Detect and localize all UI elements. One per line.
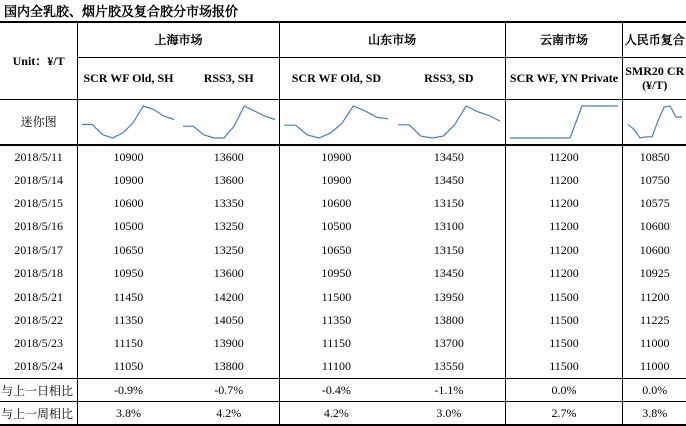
price-cell: 13350 <box>213 195 244 210</box>
row-date: 2018/5/18 <box>14 266 63 281</box>
price-cell: 11200 <box>505 215 623 238</box>
row-date: 2018/5/21 <box>14 289 63 304</box>
table-row <box>0 332 686 355</box>
change-cell: 4.2% <box>279 402 393 425</box>
price-cell: 10600 <box>78 192 179 215</box>
row-date: 2018/5/17 <box>14 242 63 257</box>
change-cell: 3.8% <box>78 402 179 425</box>
price-cell: 11500 <box>505 332 623 355</box>
column-header: RSS3, SD <box>393 57 505 99</box>
change-cell: 3.8% <box>623 402 686 425</box>
row-date: 2018/5/14 <box>14 172 63 187</box>
price-cell: 11200 <box>505 168 623 191</box>
price-cell: 13950 <box>433 289 464 304</box>
price-cell: 10900 <box>279 145 393 168</box>
row-date: 2018/5/11 <box>14 149 63 164</box>
price-cell: 11500 <box>505 285 623 308</box>
sparkline <box>78 102 178 142</box>
price-cell: 11150 <box>78 332 179 355</box>
price-cell: 13550 <box>393 356 505 379</box>
sparkline-label: 迷你图 <box>0 99 78 145</box>
change-cell: -0.7% <box>179 379 280 402</box>
sparkline <box>179 102 279 142</box>
sparkline-path <box>284 106 388 138</box>
change-cell: -0.4% <box>279 379 393 402</box>
change-cell: 2.7% <box>505 402 623 425</box>
price-cell: 13900 <box>213 336 244 351</box>
price-cell: 13600 <box>213 172 244 187</box>
price-cell: 11000 <box>623 356 686 379</box>
price-cell: 10500 <box>78 215 179 238</box>
sparkline-path <box>398 106 500 138</box>
price-cell: 10600 <box>623 239 686 262</box>
price-cell: 11500 <box>279 285 393 308</box>
price-cell: 13450 <box>433 266 464 281</box>
table-row <box>0 356 686 379</box>
price-cell: 13800 <box>179 356 280 379</box>
price-cell: 14050 <box>213 312 244 327</box>
price-cell: 10900 <box>78 168 179 191</box>
unit-header: Unit：¥/T <box>0 22 78 99</box>
price-cell: 13100 <box>433 219 464 234</box>
market-header-rmb-composite: 人民币复合 <box>623 22 686 57</box>
table-row <box>0 262 686 285</box>
table-row <box>0 215 686 238</box>
price-cell: 13150 <box>433 242 464 257</box>
price-cell: 13250 <box>213 219 244 234</box>
price-cell: 10925 <box>623 262 686 285</box>
market-header-shandong: 山东市场 <box>279 22 505 57</box>
change-cell: -0.9% <box>78 379 179 402</box>
table-row <box>0 239 686 262</box>
price-cell: 11350 <box>279 309 393 332</box>
column-header: SCR WF Old, SD <box>279 57 393 99</box>
price-cell: 11200 <box>505 239 623 262</box>
price-cell: 10750 <box>623 168 686 191</box>
price-cell: 11000 <box>623 332 686 355</box>
price-cell: 11200 <box>505 192 623 215</box>
price-cell: 13450 <box>433 149 464 164</box>
price-cell: 11500 <box>505 356 623 379</box>
price-cell: 10575 <box>623 192 686 215</box>
price-cell: 11450 <box>78 285 179 308</box>
table-row <box>0 168 686 191</box>
change-row <box>0 402 686 425</box>
price-cell: 11200 <box>505 145 623 168</box>
price-cell: 10900 <box>78 145 179 168</box>
price-cell: 13800 <box>433 312 464 327</box>
price-cell: 10600 <box>279 192 393 215</box>
table-row <box>0 192 686 215</box>
change-cell: 4.2% <box>179 402 280 425</box>
change-cell: -1.1% <box>393 379 505 402</box>
market-header-shanghai: 上海市场 <box>78 22 279 57</box>
row-date: 2018/5/15 <box>14 195 63 210</box>
column-header: SCR WF Old, SH <box>78 57 179 99</box>
row-date: 2018/5/22 <box>14 312 63 327</box>
sparkline-path <box>183 106 275 138</box>
row-date: 2018/5/24 <box>0 356 78 379</box>
price-table <box>0 21 686 426</box>
price-cell: 10950 <box>279 262 393 285</box>
row-date: 2018/5/16 <box>14 219 63 234</box>
price-cell: 10900 <box>279 168 393 191</box>
sparkline-path <box>628 106 682 138</box>
table-row <box>0 309 686 332</box>
market-header-yunnan: 云南市场 <box>505 22 623 57</box>
price-cell: 10650 <box>279 239 393 262</box>
row-date: 2018/5/23 <box>14 336 63 351</box>
price-cell: 11200 <box>505 262 623 285</box>
column-header: SMR20 CR (¥/T) <box>623 57 686 99</box>
price-cell: 14200 <box>213 289 244 304</box>
price-cell: 10650 <box>78 239 179 262</box>
sparkline-row <box>0 99 686 145</box>
price-cell: 13150 <box>433 195 464 210</box>
price-cell: 11350 <box>78 309 179 332</box>
sparkline-path <box>510 106 618 138</box>
price-cell: 11050 <box>78 356 179 379</box>
price-cell: 10950 <box>78 262 179 285</box>
price-cell: 11100 <box>279 356 393 379</box>
change-label: 与上一周相比 <box>0 402 78 425</box>
change-cell: 0.0% <box>623 379 686 402</box>
change-row <box>0 379 686 402</box>
price-cell: 10850 <box>623 145 686 168</box>
price-cell: 13250 <box>213 242 244 257</box>
change-cell: 0.0% <box>505 379 623 402</box>
sparkline-path <box>82 106 174 138</box>
sparkline <box>624 102 686 142</box>
price-cell: 11225 <box>623 309 686 332</box>
price-cell: 11150 <box>279 332 393 355</box>
column-header: RSS3, SH <box>179 57 280 99</box>
price-cell: 10500 <box>279 215 393 238</box>
price-cell: 13700 <box>433 336 464 351</box>
price-cell: 10600 <box>623 215 686 238</box>
sparkline <box>506 102 622 142</box>
change-cell: 3.0% <box>393 402 505 425</box>
table-row <box>0 285 686 308</box>
price-cell: 11200 <box>623 285 686 308</box>
price-cell: 11500 <box>505 309 623 332</box>
change-label: 与上一日相比 <box>0 379 78 402</box>
page-title: 国内全乳胶、烟片胶及复合胶分市场报价 <box>4 5 239 20</box>
sparkline <box>394 102 504 142</box>
price-cell: 13600 <box>213 266 244 281</box>
table-row <box>0 145 686 168</box>
sparkline <box>280 102 392 142</box>
price-cell: 13600 <box>213 149 244 164</box>
column-header: SCR WF, YN Private <box>505 57 623 99</box>
price-cell: 13450 <box>433 172 464 187</box>
